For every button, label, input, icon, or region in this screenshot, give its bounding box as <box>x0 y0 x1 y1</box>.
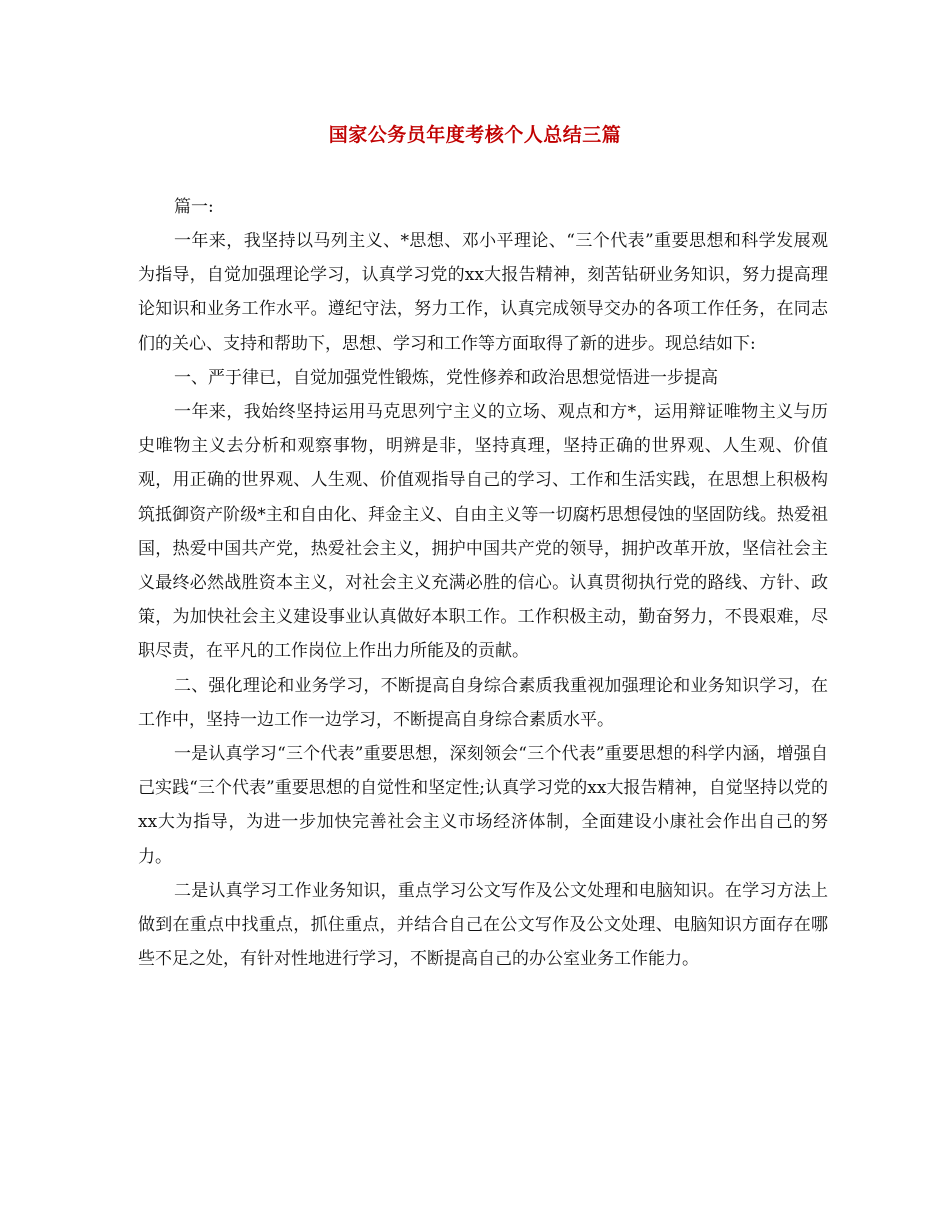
paragraph-heading-2: 二、强化理论和业务学习，不断提高自身综合素质我重视加强理论和业务知识学习，在工作中，坚持一边工作一边学习，不断提高自身综合素质水平。 <box>138 675 828 730</box>
paragraph-heading-1: 一、严于律已，自觉加强党性锻炼，党性修养和政治思想觉悟进一步提高 <box>174 367 718 388</box>
document-body <box>138 190 828 976</box>
document-title: 国家公务员年度考核个人总结三篇 <box>328 124 622 146</box>
paragraph-theory-study: 一是认真学习“三个代表”重要思想，深刻领会“三个代表”重要思想的科学内涵，增强自己实践“三个代表”重要思想的自觉性和坚定性;认真学习党的xx大报告精神，自觉坚持以党的xx大为指导，为进一步加快完善社会主义市场经济体制，全面建设小康社会作出自己的努力。 <box>138 744 828 867</box>
section-label: 篇一: <box>174 197 214 217</box>
paragraph-political: 一年来，我始终坚持运用马克思列宁主义的立场、观点和方*，运用辩证唯物主义与历史唯物主义去分析和观察事物，明辨是非，坚持真理，坚持正确的世界观、人生观、价值观，用正确的世界观、人生观、价值观指导自己的学习、工作和生活实践，在思想上积极构筑抵御资产阶级*主和自由化、拜金主义、自由主义等一切腐朽思想侵蚀的坚固防线。热爱祖国，热爱中国共产党，热爱社会主义，拥护中国共产党的领导，拥护改革开放，坚信社会主义最终必然战胜资本主义，对社会主义充满必胜的信心。认真贯彻执行党的路线、方针、政策，为加快社会主义建设事业认真做好本职工作。工作积极主动，勤奋努力，不畏艰难，尽职尽责，在平凡的工作岗位上作出力所能及的贡献。 <box>138 402 828 662</box>
paragraph-business-study: 二是认真学习工作业务知识，重点学习公文写作及公文处理和电脑知识。在学习方法上做到在重点中找重点，抓住重点，并结合自己在公文写作及公文处理、电脑知识方面存在哪些不足之处，有针对性地进行学习，不断提高自己的办公室业务工作能力。 <box>138 880 828 970</box>
paragraph-intro: 一年来，我坚持以马列主义、*思想、邓小平理论、“三个代表”重要思想和科学发展观为指导，自觉加强理论学习，认真学习党的xx大报告精神，刻苦钻研业务知识，努力提高理论知识和业务工作水平。遵纪守法，努力工作，认真完成领导交办的各项工作任务，在同志们的关心、支持和帮助下，思想、学习和工作等方面取得了新的进步。现总结如下: <box>138 231 828 354</box>
